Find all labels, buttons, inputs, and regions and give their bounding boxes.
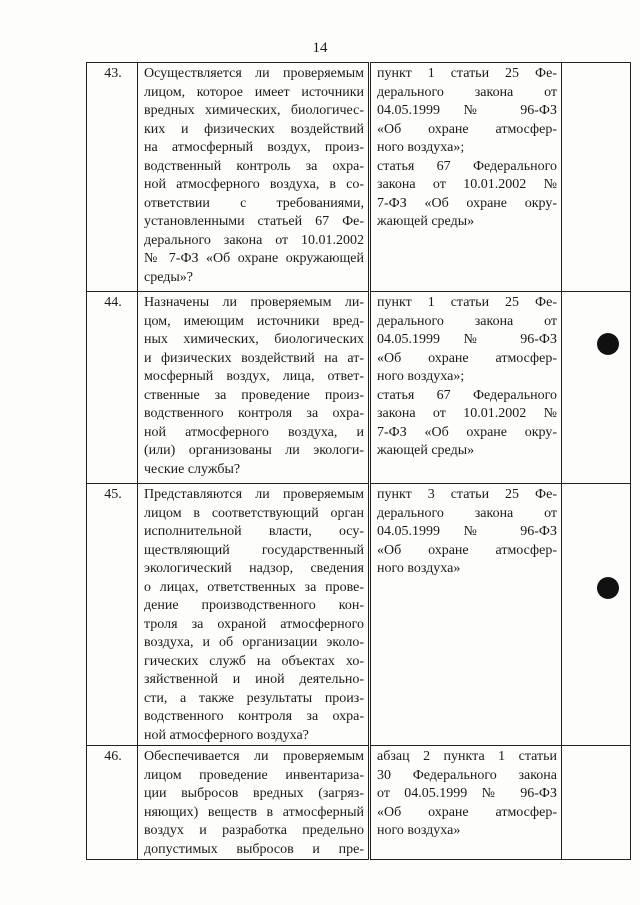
- question-line: ответствии с требованиями,: [144, 195, 364, 211]
- question-line: воздух и разработка предельно: [144, 823, 364, 838]
- row-number: 43.: [87, 63, 138, 292]
- question-line: дение производственного кон-: [144, 598, 364, 613]
- question-line: ных химических, биологических: [144, 332, 364, 347]
- question-line: о лицах, ответственных за прове-: [144, 579, 364, 595]
- mark-cell: [562, 292, 631, 484]
- question-line: лицом в соответствующий орган: [144, 505, 364, 521]
- question-line: цом, имеющим источники вред-: [144, 313, 364, 329]
- reference-line: жающей среды»: [377, 443, 475, 458]
- question-line: водственного контроля за охра-: [144, 406, 364, 421]
- reference-line: пункт 1 статьи 25 Фе-: [377, 66, 557, 81]
- question-line: сти, а также результаты произ-: [144, 690, 364, 706]
- question-line: ких и физических воздействий: [144, 121, 364, 137]
- question-line: Представляются ли проверяемым: [144, 487, 364, 502]
- question-line: Обеспечивается ли проверяемым: [144, 749, 364, 764]
- punch-hole-mark: [597, 333, 619, 355]
- question-cell: [138, 484, 370, 746]
- question-line: водственный контроль за охра-: [144, 158, 364, 174]
- question-line: допустимых выбросов и пре-: [144, 841, 364, 857]
- reference-line: закона от 10.01.2002 №: [377, 406, 557, 421]
- question-line: ной атмосферного воздуха, и: [144, 424, 364, 440]
- question-line: ственные за проведение произ-: [144, 387, 364, 403]
- question-line: ной атмосферного воздуха, в со-: [144, 177, 364, 192]
- reference-line: 04.05.1999 № 96-ФЗ: [377, 332, 557, 347]
- question-line: воздуха, и об организации эколо-: [144, 635, 364, 650]
- question-line: среды»?: [144, 269, 193, 285]
- reference-line: 04.05.1999 № 96-ФЗ: [377, 524, 557, 539]
- row-number: 44.: [87, 292, 138, 484]
- reference-line: ного воздуха»: [377, 823, 461, 838]
- question-line: ществляющий государственный: [144, 542, 364, 558]
- reference-line: «Об охране атмосфер-: [377, 542, 557, 558]
- question-line: установленными статьей 67 Фе-: [144, 214, 364, 229]
- punch-hole-mark: [597, 577, 619, 599]
- question-line: экологический надзор, сведения: [144, 561, 364, 576]
- row-number: 45.: [87, 484, 138, 746]
- reference-line: ного воздуха»;: [377, 140, 465, 155]
- question-line: мосферный воздух, лица, ответ-: [144, 369, 364, 384]
- table-row: [87, 63, 631, 292]
- reference-line: закона от 10.01.2002 №: [377, 177, 557, 192]
- reference-line: дерального закона от: [377, 84, 557, 100]
- reference-line: 7-ФЗ «Об охране окру-: [377, 424, 557, 440]
- mark-cell: [562, 746, 631, 860]
- question-cell: [138, 63, 370, 292]
- question-line: лицом проведение инвентаризa-: [144, 767, 364, 783]
- question-line: (или) организованы ли экологи-: [144, 443, 364, 458]
- question-line: вредных химических, биологичес-: [144, 103, 364, 118]
- reference-line: 30 Федерального закона: [377, 767, 557, 783]
- reference-line: «Об охране атмосфер-: [377, 350, 557, 366]
- table-row: [87, 484, 631, 746]
- mark-cell: [562, 484, 631, 746]
- question-line: Осуществляется ли проверяемым: [144, 66, 364, 81]
- question-line: няющих) веществ в атмосферный: [144, 804, 364, 820]
- reference-line: «Об охране атмосфер-: [377, 121, 557, 137]
- checklist-table: [86, 62, 631, 860]
- reference-line: жающей среды»: [377, 214, 475, 229]
- reference-line: ного воздуха»;: [377, 369, 465, 384]
- reference-line: пункт 1 статьи 25 Фе-: [377, 295, 557, 310]
- reference-line: пункт 3 статьи 25 Фе-: [377, 487, 557, 502]
- reference-line: абзац 2 пункта 1 статьи: [377, 749, 557, 764]
- question-line: гических служб на объектах хо-: [144, 653, 364, 669]
- reference-line: «Об охране атмосфер-: [377, 804, 557, 820]
- page-number: 14: [312, 40, 328, 56]
- table-row: [87, 746, 631, 860]
- reference-line: статья 67 Федерального: [377, 158, 557, 174]
- question-line: троля за охраной атмосферного: [144, 616, 364, 632]
- mark-cell: [562, 63, 631, 292]
- reference-line: ного воздуха»: [377, 561, 461, 576]
- question-line: и физических воздействий на ат-: [144, 350, 364, 366]
- question-line: ции выбросов вредных (загряз-: [144, 786, 364, 801]
- question-line: водственного контроля за охра-: [144, 709, 364, 724]
- reference-line: 04.05.1999 № 96-ФЗ: [377, 103, 557, 118]
- question-line: зяйственной и иной деятельно-: [144, 672, 364, 687]
- question-line: Назначены ли проверяемым ли-: [144, 295, 364, 310]
- reference-line: от 04.05.1999 № 96-ФЗ: [377, 786, 557, 801]
- question-line: ческие службы?: [144, 461, 241, 477]
- reference-line: дерального закона от: [377, 505, 557, 521]
- question-line: на атмосферный воздух, произ-: [144, 140, 364, 155]
- question-line: ной атмосферного воздуха?: [144, 727, 309, 743]
- reference-line: 7-ФЗ «Об охране окру-: [377, 195, 557, 211]
- question-cell: [138, 746, 370, 860]
- reference-cell: [370, 292, 562, 484]
- table-row: [87, 292, 631, 484]
- reference-line: дерального закона от: [377, 313, 557, 329]
- question-line: лицом, которое имеет источники: [144, 84, 364, 100]
- reference-line: статья 67 Федерального: [377, 387, 557, 403]
- question-line: исполнительной власти, осу-: [144, 524, 364, 539]
- reference-cell: [370, 484, 562, 746]
- question-line: дерального закона от 10.01.2002: [144, 232, 364, 248]
- question-cell: [138, 292, 370, 484]
- reference-cell: [370, 63, 562, 292]
- reference-cell: [370, 746, 562, 860]
- row-number: 46.: [87, 746, 138, 860]
- question-line: № 7-ФЗ «Об охране окружающей: [144, 251, 364, 266]
